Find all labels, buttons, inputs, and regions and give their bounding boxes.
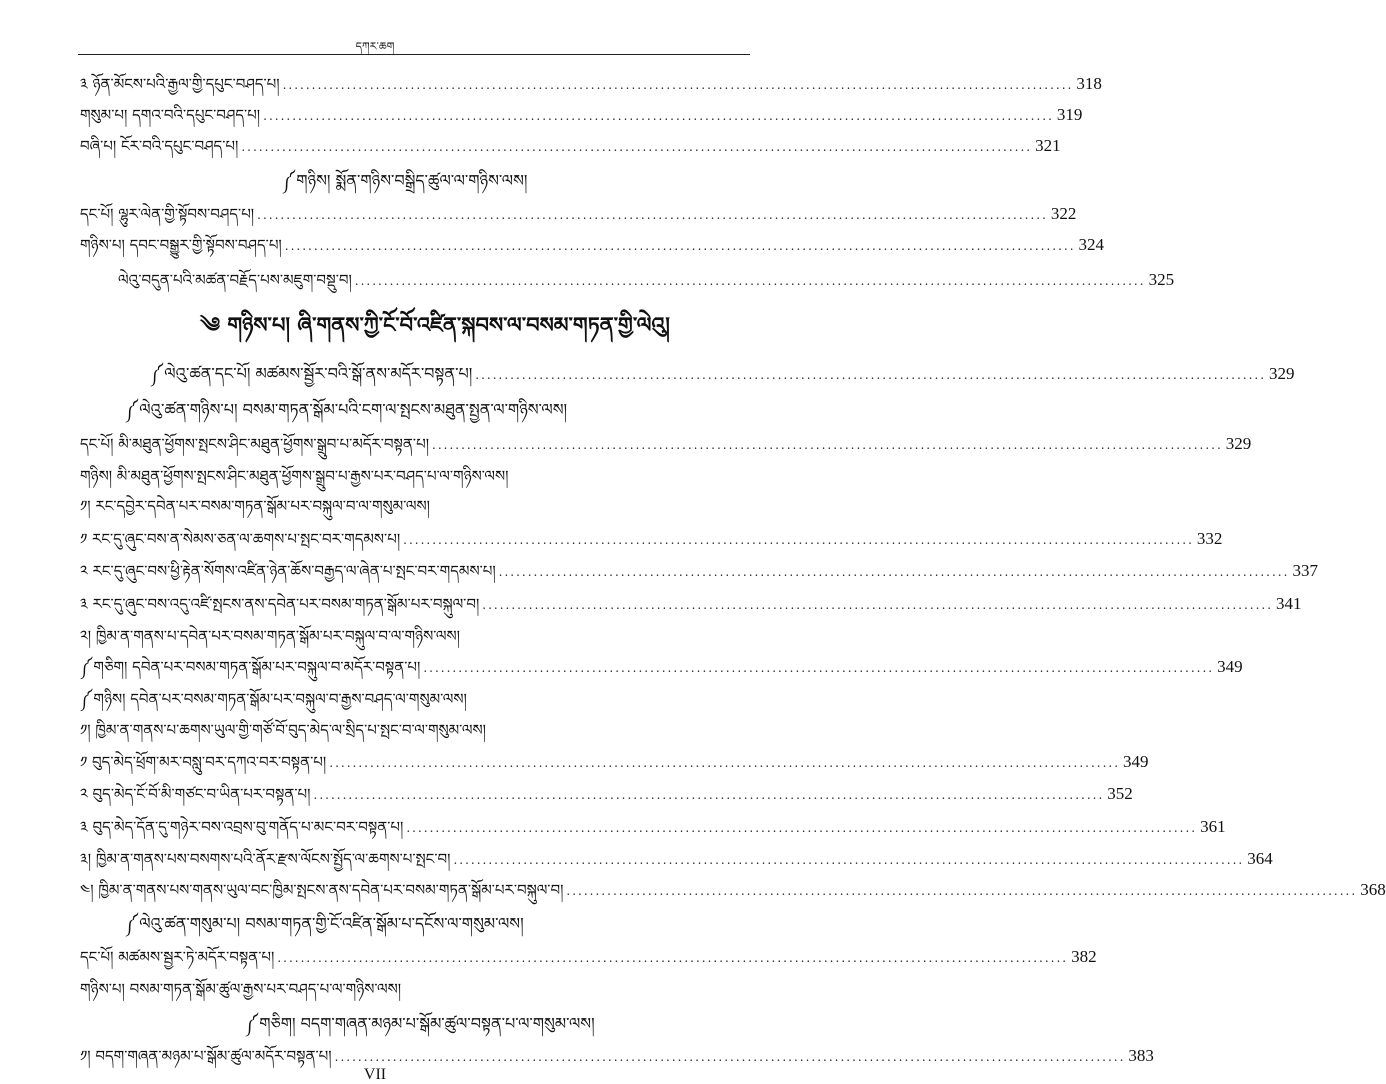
toc-entry-page: 329 — [1269, 364, 1295, 383]
toc-entry-label: ༢ བུད་མེད་ངོ་བོ་མི་གཙང་བ་ཡིན་པར་བསྟན་པ། — [80, 785, 311, 803]
toc-heading-label: ༼ལེའུ་ཚན་གཉིས་པ། བསམ་གཏན་སྒོམ་པའི་ངག་ལ་སྤངས་མཐུན་སྤྱན་ལ་གཉིས་ལས། — [125, 400, 568, 419]
dot-leader: ........................................................................................................................................ — [334, 1050, 1126, 1064]
toc-entry-page: 383 — [1128, 1046, 1154, 1065]
toc-heading-label: ༢། ཁྱིམ་ན་གནས་པ་དབེན་པར་བསམ་གཏན་སྒོམ་པར་བསྐུལ་བ་ལ་གཉིས་ལས། — [80, 627, 460, 645]
page-number: VII — [363, 1066, 387, 1083]
toc-entry-label: བཞི་པ། ངོར་བའི་དཔུང་བཤད་པ། — [80, 137, 239, 155]
toc-entry-label: ༣ རང་དུ་ཞུང་བས་འདུ་འཛི་སྤངས་ནས་དབེན་པར་བསམ་གཏན་སྒོམ་པར་བསྐུལ་བ། — [80, 595, 480, 613]
toc-entry-page: 361 — [1200, 817, 1226, 836]
header-rule — [78, 54, 750, 55]
dot-leader: ........................................................................................................................................ — [284, 239, 1076, 253]
toc-heading-label: གཉིས་པ། བསམ་གཏན་སྒོམ་ཚུལ་རྒྱས་པར་བཤད་པ་ལ་གཉིས་ལས། — [80, 980, 402, 998]
toc-entry-page: 321 — [1035, 136, 1061, 155]
toc-entry[interactable] — [118, 264, 1175, 306]
dot-leader: ........................................................................................................................................ — [498, 565, 1290, 579]
toc-entry-label: ༼ལེའུ་ཚན་དང་པོ། མཚམས་སྦྱོར་བའི་སྒོ་ནས་མདོར་བསྟན་པ། — [150, 364, 473, 383]
dot-leader: ........................................................................................................................................ — [282, 78, 1074, 92]
toc-entry-page: 349 — [1123, 752, 1149, 771]
toc-heading-label: ༼ལེའུ་ཚན་གསུམ་པ། བསམ་གཏན་གྱི་ངོ་འཛིན་སྒོམ་པ་དངོས་ལ་གསུམ་ལས། — [125, 914, 524, 933]
toc-entry-label: ༣ བུད་མེད་དོན་དུ་གཉེར་བས་འབྲས་བུ་གནོད་པ་མང་བར་བསྟན་པ། — [80, 818, 404, 836]
toc-entry-label: ༡། བདག་གཞན་མཉམ་པ་སྒོམ་ཚུལ་མདོར་བསྟན་པ། — [80, 1047, 332, 1065]
toc-heading-label: ༡། རང་དབྱེར་དབེན་པར་བསམ་གཏན་སྒོམ་པར་བསྐུལ་བ་ལ་གསུམ་ལས། — [80, 497, 430, 515]
toc-entry-label: ༢ རང་དུ་ཞུང་བས་ཕྱི་རྟེན་སོགས་འཛིན་ཉེན་ཆོས་བརྒྱད་ལ་ཞེན་པ་སྤང་བར་གདམས་པ། — [80, 562, 496, 580]
dot-leader: ........................................................................................................................................ — [432, 438, 1223, 452]
dot-leader: ........................................................................................................................................ — [354, 274, 1146, 288]
toc-entry-label: དང་པོ། མཚམས་སྦྱར་ཏེ་མདོར་བསྟན་པ། — [80, 948, 275, 966]
dot-leader: ........................................................................................................................................ — [482, 598, 1274, 612]
dot-leader: ........................................................................................................................................ — [406, 821, 1198, 835]
toc-entry-label: དང་པོ། མི་མཐུན་ཕྱོགས་སྤངས་ཤིང་མཐུན་ཕྱོགས་སྒྲུབ་པ་མདོར་བསྟན་པ། — [80, 435, 430, 453]
toc-entry-label: ༣། ཁྱིམ་ན་གནས་པས་བསགས་པའི་ནོར་རྫས་ལོངས་སྤྱོད་ལ་ཆགས་པ་སྤང་བ། — [80, 850, 451, 868]
dot-leader: ........................................................................................................................................ — [257, 208, 1048, 222]
toc-entry-page: 329 — [1225, 434, 1252, 453]
toc-entry-page: 352 — [1107, 784, 1133, 803]
dot-leader: ........................................................................................................................................ — [277, 951, 1069, 965]
toc-entry-label: ༡ རང་དུ་ཞུང་བས་ན་སེམས་ཅན་ལ་ཆགས་པ་སྤང་བར་གདམས་པ། — [80, 530, 401, 548]
toc-entry-page: 322 — [1050, 204, 1077, 223]
dot-leader: ........................................................................................................................................ — [403, 533, 1194, 547]
toc-entry-page: 325 — [1148, 270, 1175, 289]
toc-entry-page: 318 — [1076, 74, 1102, 93]
toc-heading-label: ༡། ཁྱིམ་ན་གནས་པ་ཆགས་ཡུལ་གྱི་གཙོ་བོ་བུད་མེད་ལ་སྲིད་པ་སྤང་བ་ལ་གསུམ་ལས། — [80, 721, 486, 739]
toc-entry-page: 324 — [1078, 235, 1105, 254]
dot-leader: ........................................................................................................................................ — [313, 788, 1105, 802]
toc-entry-page: 368 — [1360, 880, 1386, 899]
dot-leader: ........................................................................................................................................ — [263, 109, 1054, 123]
running-header: དཀར་ཆག — [355, 40, 395, 53]
toc-entry-label: དང་པོ། ལྷུར་ལེན་གྱི་སྟོབས་བཤད་པ། — [80, 205, 255, 223]
toc-entry-page: 332 — [1196, 529, 1223, 548]
part-heading[interactable] — [200, 302, 670, 361]
toc-entry-label: ༡ བུད་མེད་ཕྲོག་མར་བསླུ་བར་དཀའ་བར་བསྟན་པ། — [80, 753, 327, 771]
toc-entry-label: ༣ ཉོན་མོངས་པའི་རྒྱལ་གྱི་དཔུང་བཤད་པ། — [80, 75, 280, 93]
toc-entry-label: ༼གཅིག། དབེན་པར་བསམ་གཏན་སྒོམ་པར་བསྐུལ་བ་མདོར་བསྟན་པ། — [80, 658, 421, 676]
dot-leader: ........................................................................................................................................ — [241, 140, 1033, 154]
part-heading-label: ༄ གཉིས་པ། ཞི་གནས་ཀྱི་ངོ་བོ་འཛིན་སྐབས་ལ་བསམ་གཏན་གྱི་ལེའུ། — [200, 312, 670, 337]
toc-heading-label: གཉིས། མི་མཐུན་ཕྱོགས་སྤངས་ཤིང་མཐུན་ཕྱོགས་སྒྲུབ་པ་རྒྱས་པར་བཤད་པ་ལ་གཉིས་ལས། — [80, 467, 509, 485]
toc-entry-page: 319 — [1056, 105, 1083, 124]
toc-entry-page: 382 — [1071, 947, 1097, 966]
toc-entry-page: 337 — [1292, 561, 1318, 580]
dot-leader: ........................................................................................................................................ — [566, 884, 1358, 898]
toc-entry-label: ལེའུ་བདུན་པའི་མཚན་བརྗོད་པས་མཇུག་བསྡུ་བ། — [118, 271, 352, 289]
dot-leader: ........................................................................................................................................ — [329, 756, 1121, 770]
dot-leader: ........................................................................................................................................ — [453, 853, 1245, 867]
toc-entry-page: 364 — [1247, 849, 1273, 868]
toc-entry-label: ༤། ཁྱིམ་ན་གནས་པས་གནས་ཡུལ་བང་ཁྱིམ་སྤངས་ནས་དབེན་པར་བསམ་གཏན་སྒོམ་པར་བསྐུལ་བ། — [80, 881, 564, 899]
toc-entry-label: གསུམ་པ། དགའ་བའི་དཔུང་བཤད་པ། — [80, 106, 261, 124]
toc-entry-page: 341 — [1276, 594, 1302, 613]
dot-leader: ........................................................................................................................................ — [475, 368, 1267, 382]
toc-heading-label: ༼གཉིས། དབེན་པར་བསམ་གཏན་སྒོམ་པར་བསྐུལ་བ་རྒྱས་བཤད་ལ་གསུམ་ལས། — [80, 690, 467, 708]
toc-entry-label: གཉིས་པ། དབང་བསྒྱུར་གྱི་སྟོབས་བཤད་པ། — [80, 236, 282, 254]
toc-heading-label: ༼གཉིས། སྨོན་གཉིས་བསྒྲིད་ཚུལ་ལ་གཉིས་ལས། — [282, 171, 528, 190]
toc-entry-page: 349 — [1217, 657, 1243, 676]
dot-leader: ........................................................................................................................................ — [423, 661, 1215, 675]
toc-heading-label: ༼གཅིག། བདག་གཞན་མཉམ་པ་སྒོམ་ཚུལ་བསྟན་པ་ལ་གསུམ་ལས། — [245, 1014, 595, 1033]
